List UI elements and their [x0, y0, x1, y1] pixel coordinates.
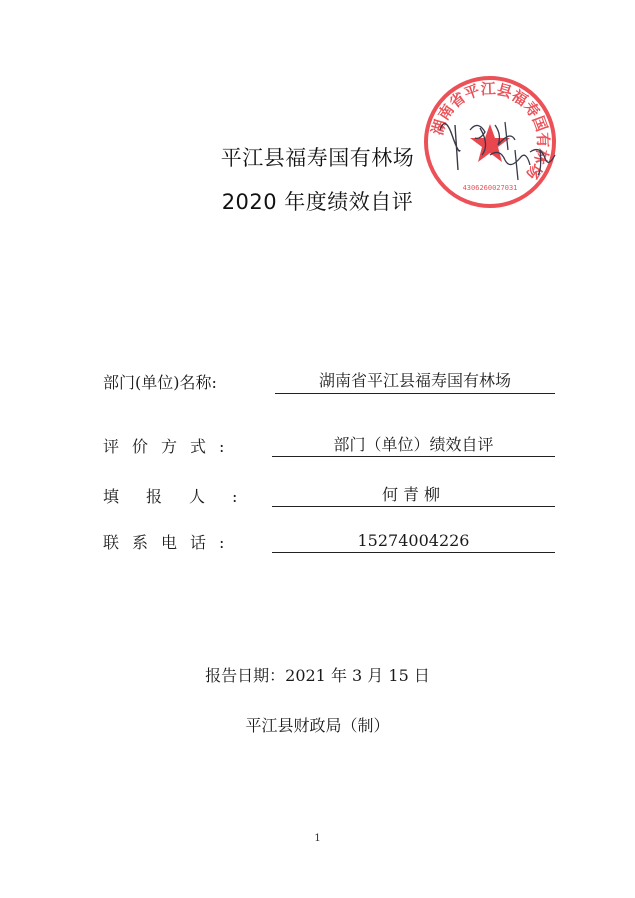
phone-label: 联系电话:	[103, 533, 238, 552]
page-number: 1	[314, 833, 321, 844]
method-label: 评价方式:	[103, 437, 238, 456]
phone-underline	[272, 552, 555, 553]
method-underline	[272, 456, 555, 457]
department-label: 部门(单位)名称:	[103, 373, 217, 392]
seal-code: 4306260027031	[462, 184, 518, 192]
form-row-department	[0, 370, 635, 396]
reporter-value: 何青柳	[381, 485, 445, 504]
document-title: 平江县福寿国有林场	[220, 146, 415, 170]
phone-value: 15274004226	[357, 531, 470, 550]
issuer: 平江县财政局（制）	[245, 716, 390, 735]
method-value: 部门（单位）绩效自评	[333, 435, 494, 454]
department-underline	[275, 393, 555, 394]
document-subtitle: 2020 年度绩效自评	[221, 190, 414, 214]
form-row-reporter	[0, 484, 635, 510]
seal-text: 湖南省平江县福寿国有林场	[428, 79, 553, 183]
reporter-underline	[272, 506, 555, 507]
form-row-method	[0, 434, 635, 460]
form-row-phone	[0, 530, 635, 556]
department-value: 湖南省平江县福寿国有林场	[318, 371, 511, 390]
report-date: 报告日期：2021 年 3 月 15 日	[205, 666, 430, 685]
reporter-label: 填报人:	[103, 487, 265, 506]
